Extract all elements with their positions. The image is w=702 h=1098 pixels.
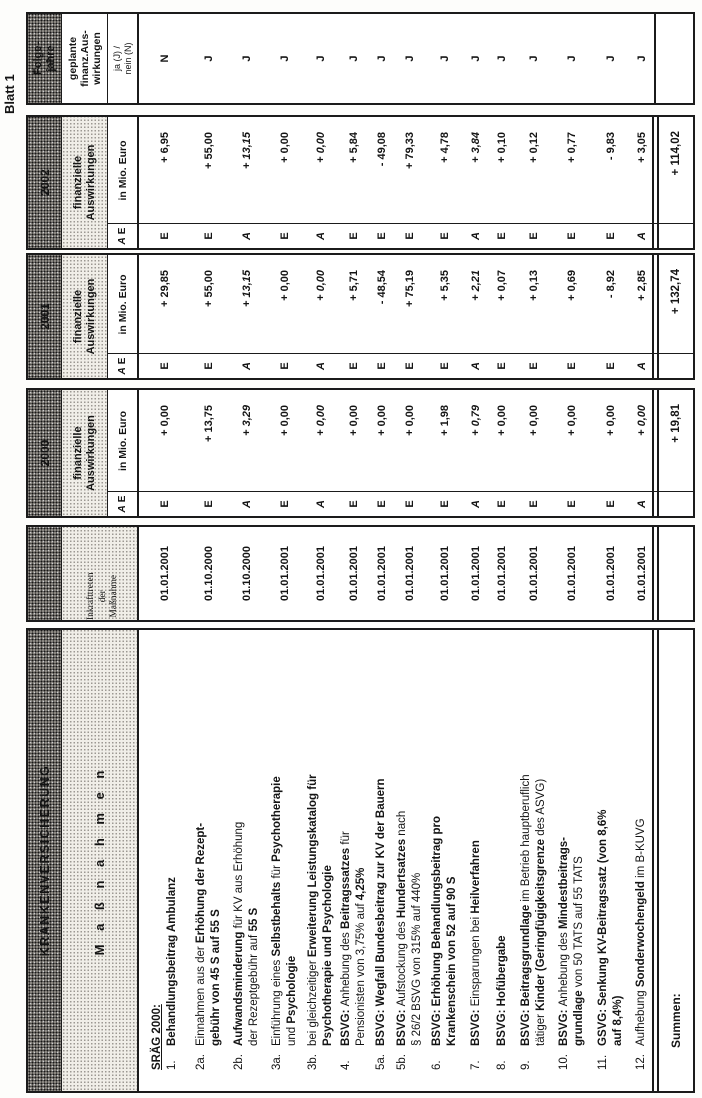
value-row-2b-2000 [228, 390, 266, 516]
value-row-3b-2000 [304, 390, 338, 516]
year-2001-header: finanzielle Auswirkungen [71, 278, 97, 355]
value-row-12-2002 [631, 117, 652, 248]
value-2001: + 55,00 [203, 270, 215, 308]
ea-flag: E [496, 232, 508, 240]
value-2000: + 0,00 [315, 405, 327, 436]
measure-name-line: 7.BSVG: Einsparungen bei Heilverfahren [469, 840, 482, 1070]
ea-flag: A [315, 500, 327, 508]
ea-flag: E [158, 500, 171, 508]
year-2000-sum-cell [659, 390, 693, 492]
value-2002: + 55,00 [203, 132, 215, 170]
measure-date-5b: 01.01.2001 [404, 545, 416, 602]
value-2000: + 0,00 [528, 405, 540, 436]
year-2001-box [26, 253, 695, 380]
measure-name-line: 2b.Aufwandsminderung für KV aus Erhöhung [233, 821, 245, 1070]
effective-date-rows [28, 527, 693, 620]
value-2000: + 0,00 [404, 405, 416, 436]
value-row-5a-2002 [370, 117, 393, 248]
measure-date-9: 01.01.2001 [528, 545, 540, 602]
ea-flag: A [241, 362, 253, 370]
yes-no-note: ja (J) / nein (N) [111, 42, 133, 75]
value-2001: + 29,85 [158, 270, 171, 308]
measure-name-line: gebühr von 45 S auf 55 S [210, 909, 222, 1046]
measure-row-6 [427, 630, 463, 1091]
measure-row-3b [304, 630, 338, 1091]
value-row-11-2002 [591, 117, 631, 248]
measures-box [26, 628, 695, 1093]
measure-name-line: 9.BSVG: Beitragsgrundlage im Betrieb hauptberuflich [520, 774, 532, 1070]
value-row-5b-2000 [393, 390, 427, 516]
value-row-8-2002 [489, 117, 515, 248]
measure-date-5a: 01.01.2001 [375, 545, 388, 602]
measure-row-11 [591, 630, 631, 1091]
value-row-2b-2001 [228, 255, 266, 378]
sums-label-cell [659, 630, 693, 1091]
value-2002: - 9,83 [605, 132, 617, 161]
sheet-label: Blatt 1 [2, 74, 17, 114]
value-row-4-2002 [338, 117, 370, 248]
sum-separator [652, 630, 659, 1091]
value-row-4-2000 [338, 390, 370, 516]
ea-flag: A [470, 500, 482, 508]
measure-date-12: 01.01.2001 [635, 545, 648, 602]
measure-number: 10. [558, 1054, 570, 1070]
value-2002: + 6,95 [158, 132, 171, 163]
ea-flag: E [605, 362, 617, 370]
ea-header-letter: A [117, 505, 128, 513]
measure-name-line: 12.Aufhebung Sonderwochengeld im B-KUVG [635, 818, 647, 1070]
ea-flag: E [279, 500, 291, 508]
value-row-5a-2001 [370, 255, 393, 378]
value-2002: + 0,12 [528, 132, 540, 163]
value-row-1-2000 [139, 390, 190, 516]
value-row-2b-2002 [228, 117, 266, 248]
value-2002: + 3,84 [470, 132, 482, 163]
ea-flag: E [496, 362, 508, 370]
measure-name-line: 2a.Einnahmen aus der Erhöhung der Rezept- [195, 822, 207, 1070]
follow-flag-3b: J [315, 55, 327, 62]
ea-flag: A [470, 232, 482, 240]
value-2002: + 0,10 [496, 132, 508, 163]
measure-name-line: der Rezeptgebühr auf 55 S [248, 907, 260, 1046]
sum-separator [654, 14, 661, 103]
ea-flag: E [348, 232, 360, 240]
measure-number: 7. [469, 1060, 482, 1070]
measure-name-rows [28, 630, 693, 1091]
value-row-12-2000 [631, 390, 652, 516]
ea-flag: E [496, 500, 508, 508]
value-row-6-2002 [427, 117, 463, 248]
measure-name-line: 5a.BSVG: Wegfall Bundesbeitrag zur KV der Bauern [375, 778, 387, 1070]
measure-number: 12. [635, 1054, 647, 1070]
value-row-1-2001 [139, 255, 190, 378]
ea-header-letter: E [117, 357, 128, 365]
year-2001-rows [28, 255, 693, 378]
value-row-9-2002 [515, 117, 553, 248]
value-2000: + 0,79 [470, 405, 482, 436]
year-2002-title: 2002 [37, 169, 52, 196]
year-2000-rows [28, 390, 693, 516]
measure-row-10 [553, 630, 591, 1091]
measure-number: 2a. [195, 1054, 207, 1070]
effective-date-header: Inkrafttreten der Maßnahme [86, 572, 120, 620]
value-2000: + 0,00 [348, 405, 360, 436]
ea-flag: E [566, 232, 578, 240]
measure-row-3a [266, 630, 304, 1091]
ea-flag: E [528, 232, 540, 240]
measure-name-line: Psychotherapie und Psychologie [322, 865, 334, 1046]
value-2001: + 0,69 [566, 270, 578, 301]
value-row-9-2000 [515, 390, 553, 516]
year-2002-box [26, 115, 695, 250]
ea-flag: E [375, 362, 388, 370]
ea-flag: E [375, 232, 388, 240]
sum-separator [652, 390, 659, 516]
value-row-1-2002 [139, 117, 190, 248]
follow-flag-7: J [470, 55, 482, 62]
ea-flag: A [635, 500, 648, 508]
measure-date-3b: 01.01.2001 [315, 545, 327, 602]
year-2002-sum: + 114,02 [670, 131, 682, 176]
ea-flag: A [470, 362, 482, 370]
follow-flag-5b: J [404, 55, 416, 62]
value-row-2a-2001 [190, 255, 228, 378]
measure-row-4 [338, 630, 370, 1091]
ea-flag: E [439, 362, 451, 370]
value-row-11-2001 [591, 255, 631, 378]
effective-date-box [26, 525, 695, 622]
ea-flag: E [158, 362, 171, 370]
measure-name-line: grundlage von 50 TATS auf 55 TATS [573, 856, 585, 1046]
measure-date-8: 01.01.2001 [496, 545, 508, 602]
ea-flag: E [528, 362, 540, 370]
measure-number: 3b. [307, 1054, 319, 1070]
value-2002: + 4,78 [439, 132, 451, 163]
following-years-header: geplante finanz.Aus- wirkungen [66, 30, 103, 87]
measure-row-7 [463, 630, 489, 1091]
value-2001: + 0,07 [496, 270, 508, 301]
value-2001: + 2,85 [635, 270, 648, 301]
measure-date-1: 01.01.2001 [158, 545, 171, 602]
ea-flag: A [241, 232, 253, 240]
year-2001-sum-cell [659, 255, 693, 354]
insurance-title: KRANKENVERSICHERUNG [37, 764, 52, 957]
value-row-12-2001 [631, 255, 652, 378]
measure-row-2a [190, 630, 228, 1091]
measure-date-2a: 01.10.2000 [203, 545, 215, 602]
sum-separator [652, 255, 659, 378]
value-row-8-2001 [489, 255, 515, 378]
ea-flag: A [635, 232, 648, 240]
value-2002: + 0,77 [566, 132, 578, 163]
ea-flag: A [241, 500, 253, 508]
ea-flag: A [315, 362, 327, 370]
value-2001: + 5,35 [439, 270, 451, 301]
sum-separator [652, 117, 659, 248]
value-row-10-2000 [553, 390, 591, 516]
measure-number: 11. [597, 1054, 609, 1070]
measure-name-line: 10.BSVG: Anhebung des Mindestbeitrags- [558, 836, 570, 1070]
value-2001: + 13,15 [241, 270, 253, 308]
measure-number: 6. [431, 1060, 443, 1070]
year-2002-header: finanzielle Auswirkungen [71, 144, 97, 221]
value-2000: + 0,00 [158, 405, 171, 436]
value-2001: + 5,71 [348, 270, 360, 301]
value-2000: + 0,00 [375, 405, 388, 436]
value-2002: + 13,15 [241, 132, 253, 170]
ea-flag: E [404, 362, 416, 370]
unit-label: in Mio. Euro [116, 140, 129, 201]
ea-header-letter: E [117, 495, 128, 503]
ea-flag: E [566, 500, 578, 508]
measure-row-8 [489, 630, 515, 1091]
follow-flag-4: J [348, 55, 360, 62]
ea-flag: E [605, 500, 617, 508]
measure-number: 5a. [375, 1054, 387, 1070]
value-2002: + 0,00 [279, 132, 291, 163]
ea-flag: A [635, 362, 648, 370]
value-2002: + 5,84 [348, 132, 360, 163]
year-2000-box [26, 388, 695, 518]
measure-number: 3a. [271, 1054, 283, 1070]
measure-name-line: Krankenschein von 52 auf 90 S [446, 876, 458, 1046]
ea-flag: E [375, 500, 388, 508]
value-2000: + 1,98 [439, 405, 451, 436]
unit-label: in Mio. Euro [116, 274, 129, 335]
follow-flag-3a: J [279, 55, 291, 62]
measure-number: 4. [340, 1060, 352, 1070]
ea-flag: E [605, 232, 617, 240]
measure-date-11: 01.01.2001 [605, 545, 617, 602]
measure-name-line: § 26/2 BSVG von 315% auf 440% [411, 872, 423, 1046]
ea-flag: E [279, 362, 291, 370]
sums-label: Summen: [669, 993, 683, 1048]
unit-label: in Mio. Euro [116, 410, 129, 472]
measure-row-5a [370, 630, 393, 1091]
value-row-6-2000 [427, 390, 463, 516]
measure-name-line: 11.GSVG: Senkung KV-Beitragssatz (von 8,6% [597, 809, 609, 1070]
value-2001: + 0,00 [315, 270, 327, 301]
value-row-3b-2002 [304, 117, 338, 248]
value-2001: + 0,13 [528, 270, 540, 301]
value-2000: + 3,29 [241, 405, 253, 436]
measure-date-7: 01.01.2001 [470, 545, 482, 602]
measure-number: 8. [495, 1060, 508, 1070]
value-2000: + 0,00 [605, 405, 617, 436]
ea-flag: E [404, 232, 416, 240]
follow-flag-1: N [158, 54, 171, 63]
ea-flag: E [279, 232, 291, 240]
measure-name-line: 4.BSVG: Anhebung des Beitragssatzes für [340, 831, 352, 1070]
year-2000-header: finanzielle Auswirkungen [71, 415, 97, 491]
ea-flag: E [439, 232, 451, 240]
value-row-5a-2000 [370, 390, 393, 516]
value-2002: + 79,33 [404, 132, 416, 170]
measure-name-line: auf 8,4%) [612, 995, 624, 1046]
measure-name-line: Pensionisten von 3,75% auf 4,25% [355, 867, 367, 1046]
ea-flag: E [439, 500, 451, 508]
measure-date-4: 01.01.2001 [348, 545, 360, 602]
ea-flag: E [203, 500, 215, 508]
value-row-11-2000 [591, 390, 631, 516]
ea-flag: E [203, 232, 215, 240]
value-2002: + 0,00 [315, 132, 327, 163]
following-years-rows [28, 14, 693, 103]
measures-title: M a ß n a h m e n [92, 765, 107, 956]
follow-flag-2a: J [203, 55, 215, 62]
value-row-7-2000 [463, 390, 489, 516]
measure-date-2b: 01.10.2000 [241, 545, 253, 602]
year-2002-sum-cell [659, 117, 693, 224]
measure-name-line: und Psychologie [286, 955, 298, 1046]
follow-flag-6: J [439, 55, 451, 62]
year-2001-title: 2001 [37, 303, 52, 330]
value-row-10-2002 [553, 117, 591, 248]
follow-flag-10: J [566, 55, 578, 62]
value-row-3a-2002 [266, 117, 304, 248]
value-2000: + 13,75 [203, 405, 215, 443]
measure-row-12 [631, 630, 652, 1091]
measure-number: 9. [520, 1060, 532, 1070]
value-row-2a-2000 [190, 390, 228, 516]
value-row-5b-2001 [393, 255, 427, 378]
value-row-9-2001 [515, 255, 553, 378]
value-2001: - 48,54 [375, 270, 388, 305]
measure-row-9 [515, 630, 553, 1091]
value-row-8-2000 [489, 390, 515, 516]
measure-row-1 [139, 630, 190, 1091]
measure-date-6: 01.01.2001 [439, 545, 451, 602]
measure-number: 5b. [396, 1054, 408, 1070]
measure-number: 1. [165, 1060, 178, 1070]
measure-row-2b [228, 630, 266, 1091]
ea-header-letter: A [117, 367, 128, 375]
value-2002: + 3,05 [635, 132, 648, 163]
measure-name-line: 5b.BSVG: Aufstockung des Hundertsatzes nach [396, 810, 408, 1070]
ea-flag: E [203, 362, 215, 370]
follow-flag-5a: J [375, 55, 388, 62]
measure-name-line: 8.BSVG: Hofübergabe [495, 935, 508, 1070]
ea-header-letter: E [117, 227, 128, 235]
measure-number: 2b. [233, 1054, 245, 1070]
ea-flag: E [158, 232, 171, 240]
value-2001: + 2,21 [470, 270, 482, 301]
ea-flag: E [404, 500, 416, 508]
value-row-5b-2002 [393, 117, 427, 248]
section-heading: SRÄG 2000: [150, 1004, 163, 1070]
measure-name-line: 6.BSVG: Erhöhung Behandlungsbeitrag pro [431, 816, 443, 1070]
follow-flag-12: J [635, 55, 648, 62]
measure-name-line: tätiger Kinder (Geringfügigkeitsgrenze des ASVG) [535, 778, 547, 1046]
value-row-10-2001 [553, 255, 591, 378]
following-years-box [26, 12, 695, 105]
year-2002-rows [28, 117, 693, 248]
ea-flag: E [348, 362, 360, 370]
value-2000: + 0,00 [279, 405, 291, 436]
measure-name-line: 3a.Einführung eines Selbstbehalts für Psychotherapie [271, 776, 283, 1070]
ea-header-letter: A [117, 237, 128, 245]
value-row-2a-2002 [190, 117, 228, 248]
value-2001: - 8,92 [605, 270, 617, 299]
value-2000: + 0,00 [496, 405, 508, 436]
ea-flag: A [315, 232, 327, 240]
follow-flag-8: J [496, 55, 508, 62]
measure-name-line: 1.Behandlungsbeitrag Ambulanz [165, 877, 178, 1070]
follow-flag-9: J [528, 55, 540, 62]
follow-flag-11: J [605, 55, 617, 62]
measure-date-10: 01.01.2001 [566, 545, 578, 602]
value-2001: + 75,19 [404, 270, 416, 308]
measure-name-line: 3b.bei gleichzeitiger Erweiterung Leistungskatalog für [307, 774, 319, 1070]
measure-row-5b [393, 630, 427, 1091]
value-2001: + 0,00 [279, 270, 291, 301]
value-2000: + 0,00 [635, 405, 648, 436]
ea-flag: E [528, 500, 540, 508]
ea-flag: E [348, 500, 360, 508]
value-row-3a-2001 [266, 255, 304, 378]
value-2000: + 0,00 [566, 405, 578, 436]
value-row-6-2001 [427, 255, 463, 378]
value-row-7-2002 [463, 117, 489, 248]
ea-flag: E [566, 362, 578, 370]
value-row-4-2001 [338, 255, 370, 378]
value-2002: - 49,08 [375, 132, 388, 167]
sum-separator [652, 527, 659, 620]
measure-date-3a: 01.01.2001 [279, 545, 291, 602]
year-2001-sum: + 132,74 [670, 269, 682, 315]
year-2000-title: 2000 [37, 439, 52, 467]
following-years-title: Folge- jahre [31, 42, 57, 75]
value-row-3b-2001 [304, 255, 338, 378]
value-row-3a-2000 [266, 390, 304, 516]
value-row-7-2001 [463, 255, 489, 378]
follow-flag-2b: J [241, 55, 253, 62]
year-2000-sum: + 19,81 [670, 404, 682, 443]
